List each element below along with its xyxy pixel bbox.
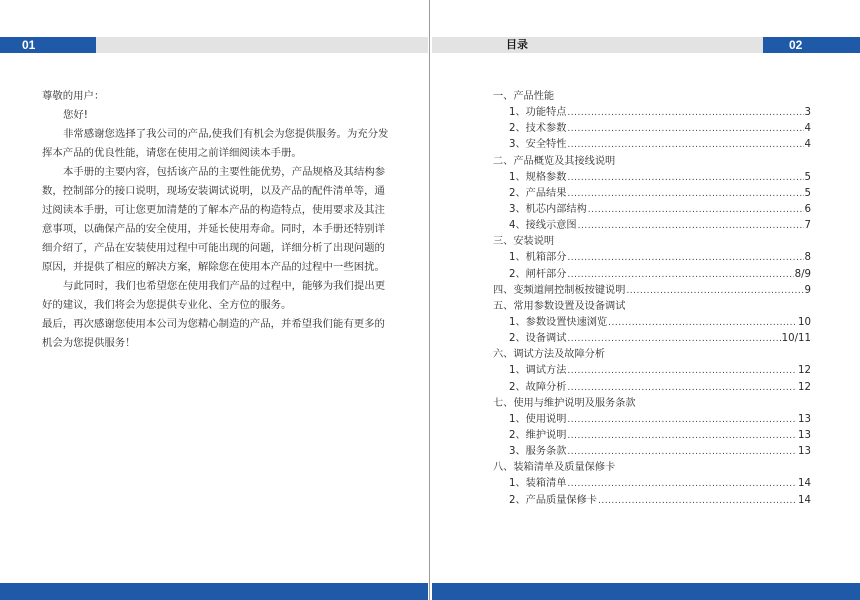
toc-page-number: 14 [798,478,811,490]
toc-entry-number: 2、 [509,268,526,280]
letter-body [42,87,392,353]
toc-entry[interactable] [493,186,811,202]
right-footer-bar [432,583,860,600]
toc-page-number: 4 [804,123,811,135]
toc-page-number: 5 [804,171,811,183]
toc-section-title: 三、安装说明 [493,236,555,248]
toc-section-title: 八、装箱清单及质量保修卡 [493,462,616,474]
toc-entry-title: 装箱清单 [525,478,567,490]
toc-entry[interactable] [493,412,811,428]
toc-dot-leader [567,186,803,202]
toc-entry[interactable] [493,428,811,444]
toc-section-title: 五、常用参数设置及设备调试 [493,300,626,312]
toc-entry[interactable] [493,105,811,121]
toc-entry-title: 机箱部分 [525,252,567,264]
toc-page-number: 3 [804,107,811,119]
toc-dot-leader [567,267,793,283]
table-of-contents [493,89,811,509]
toc-entry-number: 2、 [509,381,526,393]
toc-entry-number: 2、 [509,494,526,506]
right-page-number: 02 [763,37,860,53]
toc-entry-title: 使用说明 [525,413,567,425]
toc-dot-leader [567,170,803,186]
toc-heading: 目录 [506,38,528,51]
toc-page-number: 7 [804,220,811,232]
toc-page-number: 13 [798,413,811,425]
toc-entry-number: 4、 [509,220,526,232]
toc-page-number: 13 [798,446,811,458]
toc-entry-title: 维护说明 [525,429,567,441]
toc-section-entry[interactable] [493,283,811,299]
toc-section-title: 四、变频道闸控制板按键说明 [493,284,626,296]
left-page-number: 01 [0,37,96,53]
toc-page-number: 13 [798,429,811,441]
toc-dot-leader [567,380,797,396]
toc-entry-number: 2、 [509,333,526,345]
toc-entry-number: 1、 [509,107,526,119]
toc-dot-leader [567,412,797,428]
toc-page-number: 9 [804,284,811,296]
toc-entry-title: 机芯内部结构 [525,203,587,215]
toc-entry-title: 服务条款 [525,446,567,458]
letter-paragraph: 与此同时，我们也希望您在使用我们产品的过程中，能够为我们提出更好的建议，我们将会为您提供专业化、全方位的服务。 [42,280,386,311]
toc-entry-number: 1、 [509,252,526,264]
toc-page-number: 5 [804,187,811,199]
toc-entry[interactable] [493,315,811,331]
toc-entry[interactable] [493,363,811,379]
letter-paragraph: 非常感谢您选择了我公司的产品,使我们有机会为您提供服务。为充分发挥本产品的优良性能，请您在使用之前详细阅读本手册。 [42,128,389,159]
toc-entry-title: 产品结果 [525,187,567,199]
toc-entry[interactable] [493,493,811,509]
toc-entry-number: 2、 [509,429,526,441]
toc-entry-title: 功能特点 [525,107,567,119]
toc-entry-number: 1、 [509,413,526,425]
toc-entry[interactable] [493,202,811,218]
toc-dot-leader [608,315,797,331]
toc-page-number: 14 [798,494,811,506]
toc-entry[interactable] [493,250,811,266]
toc-dot-leader [567,250,803,266]
toc-entry[interactable] [493,331,811,347]
toc-page-number: 4 [804,139,811,151]
letter-closing: 最后，再次感谢您使用本公司为您精心制造的产品，并希望我们能有更多的机会为您提供服务！ [42,318,385,349]
toc-dot-leader [578,218,804,234]
toc-entry[interactable] [493,444,811,460]
toc-entry[interactable] [493,476,811,492]
toc-entry-number: 2、 [509,187,526,199]
letter-paragraph: 本手册的主要内容，包括该产品的主要性能优势，产品规格及其结构参数，控制部分的接口说明，现场安装调试说明，以及产品的配件清单等，通过阅读本手册，可让您更加清楚的了解本产品的构造特点，使用要求及其注意事项，以确保产品的安全使用，并延长使用寿命。同时，本手册还特别详细介绍了，产品在安装使用过程中可能出现的问题，详细分析了出现问题的原因，并提供了相应的解决方案，解除您在使用本产品的过程中一些困扰。 [42,166,386,273]
page-spine-divider [429,0,430,600]
letter-greeting: 您好! [63,109,88,121]
toc-entry[interactable] [493,170,811,186]
toc-dot-leader [598,493,797,509]
toc-entry[interactable] [493,218,811,234]
toc-entry-title: 闸杆部分 [525,268,567,280]
toc-dot-leader [567,428,797,444]
toc-entry-title: 故障分析 [525,381,567,393]
toc-entry-title: 技术参数 [525,123,567,135]
toc-entry[interactable] [493,380,811,396]
letter-salutation: 尊敬的用户： [42,90,105,102]
toc-section-title: 七、使用与维护说明及服务条款 [493,397,636,409]
toc-entry-number: 2、 [509,123,526,135]
toc-dot-leader [588,202,804,218]
toc-section-title: 六、调试方法及故障分析 [493,349,606,361]
toc-entry[interactable] [493,121,811,137]
toc-entry-number: 3、 [509,446,526,458]
toc-dot-leader [567,121,803,137]
toc-page-number: 12 [798,365,811,377]
toc-entry-number: 1、 [509,365,526,377]
toc-dot-leader [567,363,797,379]
toc-entry-title: 设备调试 [525,333,567,345]
toc-entry-title: 调试方法 [525,365,567,377]
toc-page-number: 8/9 [794,268,811,280]
toc-dot-leader [626,283,803,299]
toc-entry-number: 3、 [509,203,526,215]
toc-page-number: 10 [798,316,811,328]
toc-section-title: 二、产品概览及其接线说明 [493,155,616,167]
toc-dot-leader [567,444,797,460]
toc-dot-leader [567,476,797,492]
toc-page-number: 8 [804,252,811,264]
toc-dot-leader [567,137,803,153]
toc-entry-title: 参数设置快速浏览 [525,316,608,328]
toc-entry-number: 3、 [509,139,526,151]
toc-page-number: 10/11 [781,333,811,345]
toc-entry[interactable] [493,137,811,153]
toc-entry-number: 1、 [509,478,526,490]
toc-entry-title: 接线示意图 [525,220,577,232]
toc-section-title: 一、产品性能 [493,91,555,102]
toc-entry-title: 产品质量保修卡 [525,494,597,506]
left-footer-bar [0,583,428,600]
toc-entry-number: 1、 [509,316,526,328]
toc-entry[interactable] [493,267,811,283]
toc-dot-leader [567,105,803,121]
toc-entry-number: 1、 [509,171,526,183]
toc-entry-title: 安全特性 [525,139,567,151]
toc-dot-leader [567,331,780,347]
toc-page-number: 6 [804,203,811,215]
toc-page-number: 12 [798,381,811,393]
toc-entry-title: 规格参数 [525,171,567,183]
